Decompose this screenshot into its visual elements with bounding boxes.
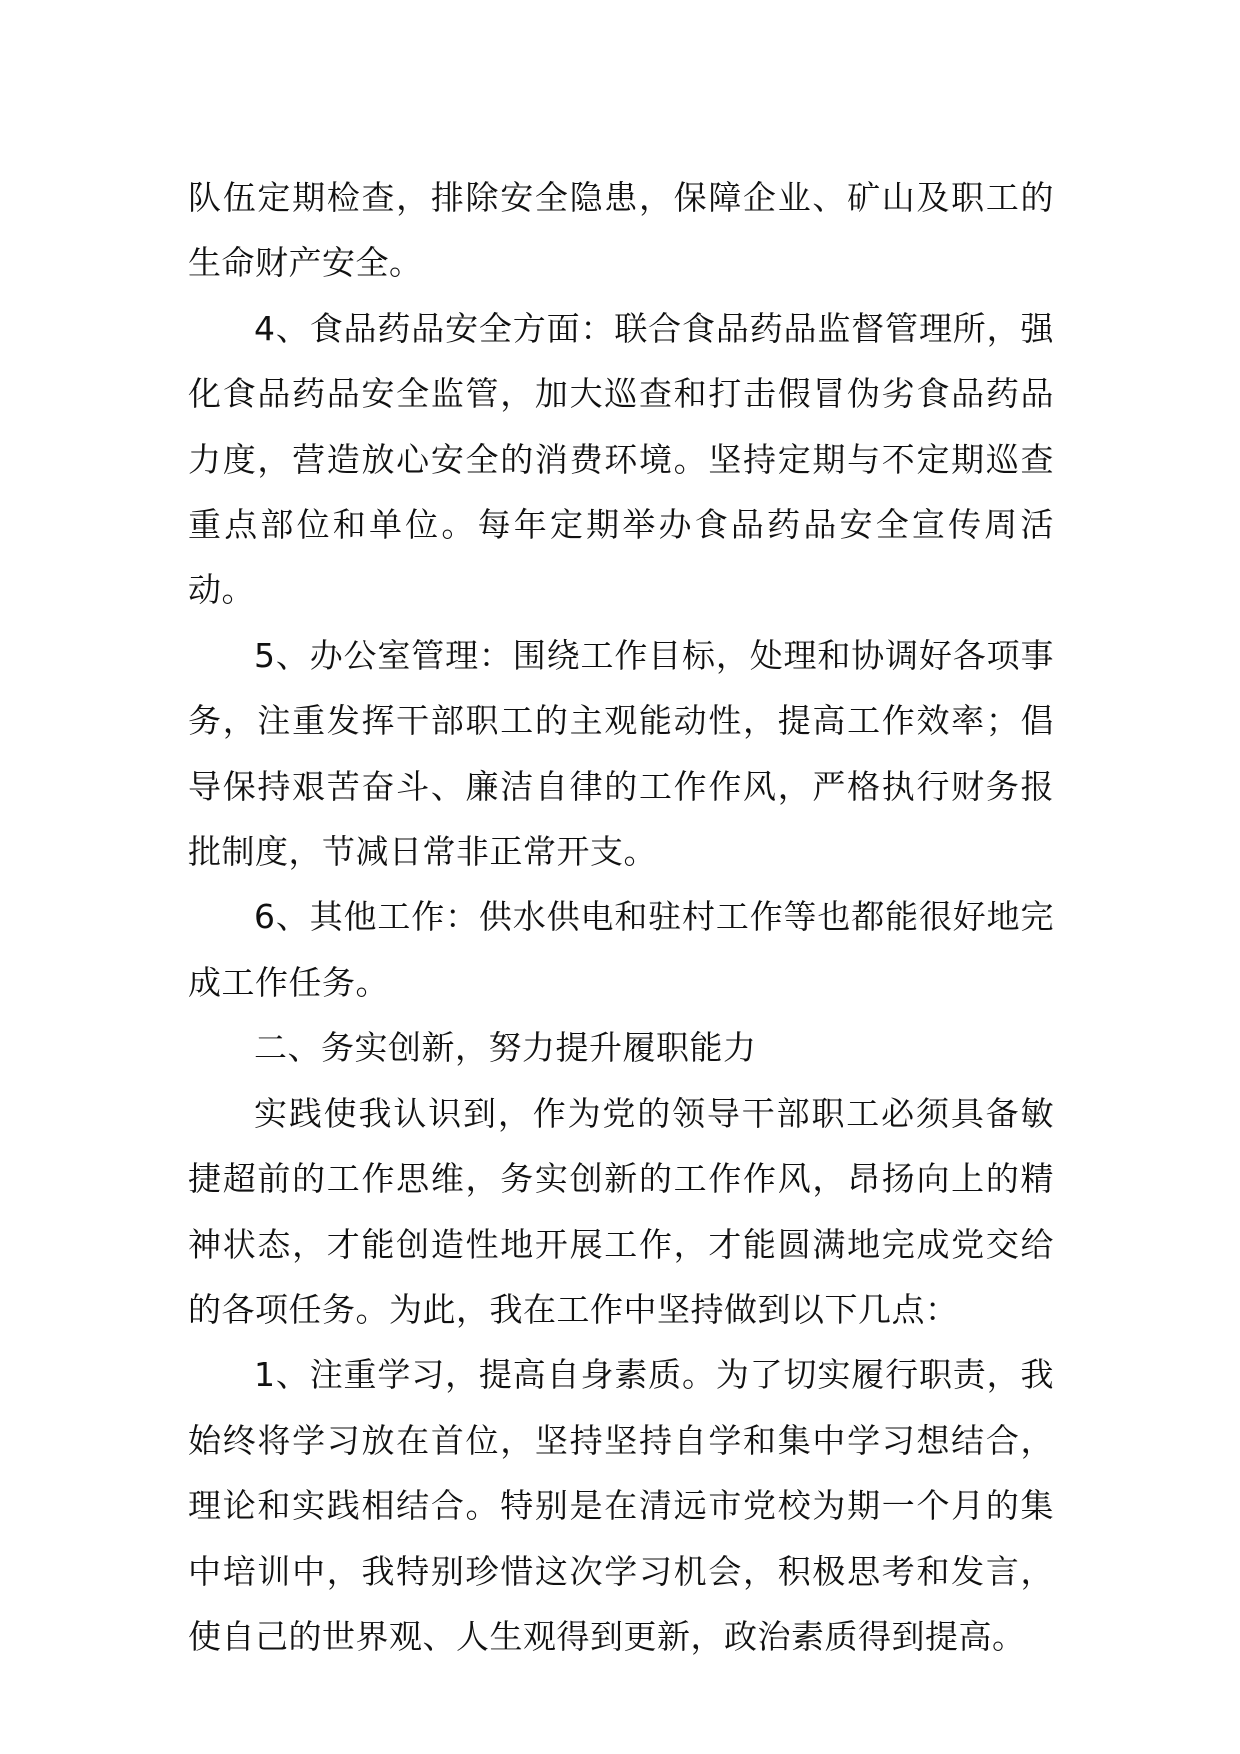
- paragraph-practice: 实践使我认识到，作为党的领导干部职工必须具备敏捷超前的工作思维，务实创新的工作作风，昂扬向上的精神状态，才能创造性地开展工作，才能圆满地完成党交给的各项任务。为此，我在工作中坚持做到以下几点：: [188, 1093, 1054, 1329]
- paragraph-other-work: 6、其他工作：供水供电和驻村工作等也都能很好地完成工作任务。: [188, 897, 1054, 1002]
- paragraph-food-drug-safety: 4、食品药品安全方面：联合食品药品监督管理所，强化食品药品安全监管，加大巡查和打击假冒伪劣食品药品力度，营造放心安全的消费环境。坚持定期与不定期巡查重点部位和单位。每年定期举办食品药品安全宣传周活动。: [188, 308, 1054, 610]
- document-body: [188, 165, 1054, 1669]
- paragraph-continuation: 队伍定期检查，排除安全隐患，保障企业、矿山及职工的生命财产安全。: [188, 178, 1054, 283]
- paragraph-study: 1、注重学习，提高自身素质。为了切实履行职责，我始终将学习放在首位，坚持坚持自学和集中学习想结合，理论和实践相结合。特别是在清远市党校为期一个月的集中培训中，我特别珍惜这次学习机会，积极思考和发言，使自己的世界观、人生观得到更新，政治素质得到提高。: [188, 1355, 1054, 1656]
- paragraph-office-management: 5、办公室管理：围绕工作目标，处理和协调好各项事务，注重发挥干部职工的主观能动性，提高工作效率；倡导保持艰苦奋斗、廉洁自律的工作作风，严格执行财务报批制度，节减日常非正常开支。: [188, 635, 1054, 872]
- section-heading: 二、务实创新，努力提升履职能力: [254, 1028, 757, 1068]
